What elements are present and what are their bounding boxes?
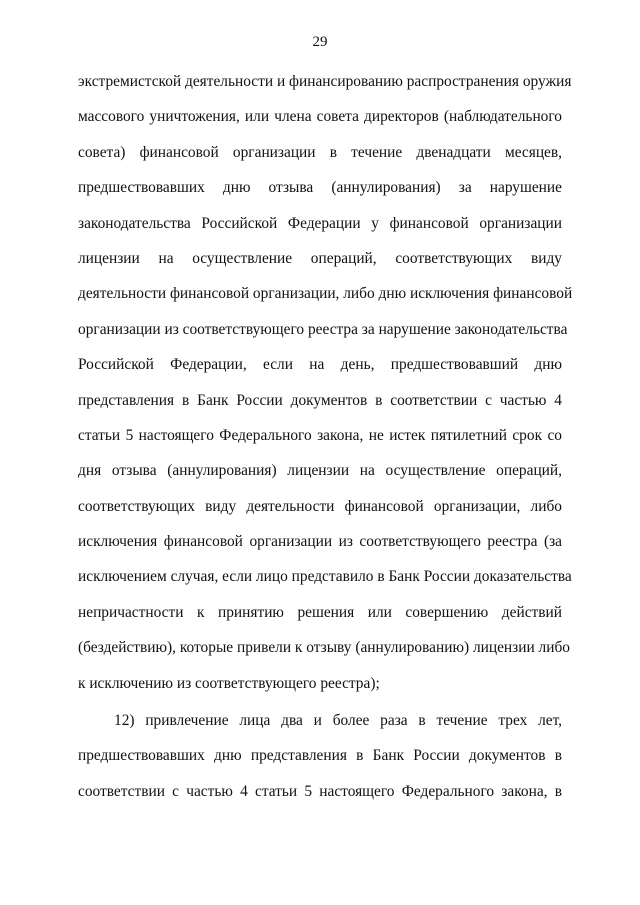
text-line: экстремистской деятельности и финансированию распространения оружия [78,73,572,90]
text-line: статьи 5 настоящего Федерального закона, не истек пятилетний срок со [78,426,562,444]
text-line: организации из соответствующего реестра за нарушение законодательства [78,320,568,338]
text-line: соответствующих виду деятельности финансовой организации, либо [78,497,562,515]
page-number: 29 [312,34,328,50]
text-line: лицензии на осуществление операций, соответствующих виду [78,249,562,267]
text-line: исключения финансовой организации из соответствующего реестра (за [78,533,562,551]
text-line: Российской Федерации, если на день, предшествовавший дню [78,356,562,374]
text-line: дня отзыва (аннулирования) лицензии на осуществление операций, [78,462,562,480]
text-line: предшествовавших дню представления в Банк России документов в [78,747,562,765]
text-line: (бездействию), которые привели к отзыву (аннулированию) лицензии либо [78,639,571,657]
text-line: массового уничтожения, или члена совета директоров (наблюдательного [78,108,562,126]
text-line: исключением случая, если лицо представило в Банк России доказательства [78,568,572,586]
text-line: деятельности финансовой организации, либо дню исключения финансовой [78,285,573,303]
text-line: предшествовавших дню отзыва (аннулирования) за нарушение [78,179,562,197]
paragraph-continuation [78,64,573,701]
text-line: соответствии с частью 4 статьи 5 настоящего Федерального закона, в [78,782,562,800]
paragraph-item-12 [78,703,562,809]
text-line: законодательства Российской Федерации у финансовой организации [78,214,562,232]
text-line: непричастности к принятию решения или совершению действий [78,603,562,621]
body-text [78,64,573,809]
text-line: представления в Банк России документов в соответствии с частью 4 [78,391,562,409]
text-line: к исключению из соответствующего реестра); [78,674,380,692]
text-line: 12) привлечение лица два и более раза в течение трех лет, [114,712,562,730]
text-line: совета) финансовой организации в течение двенадцати месяцев, [78,143,562,161]
